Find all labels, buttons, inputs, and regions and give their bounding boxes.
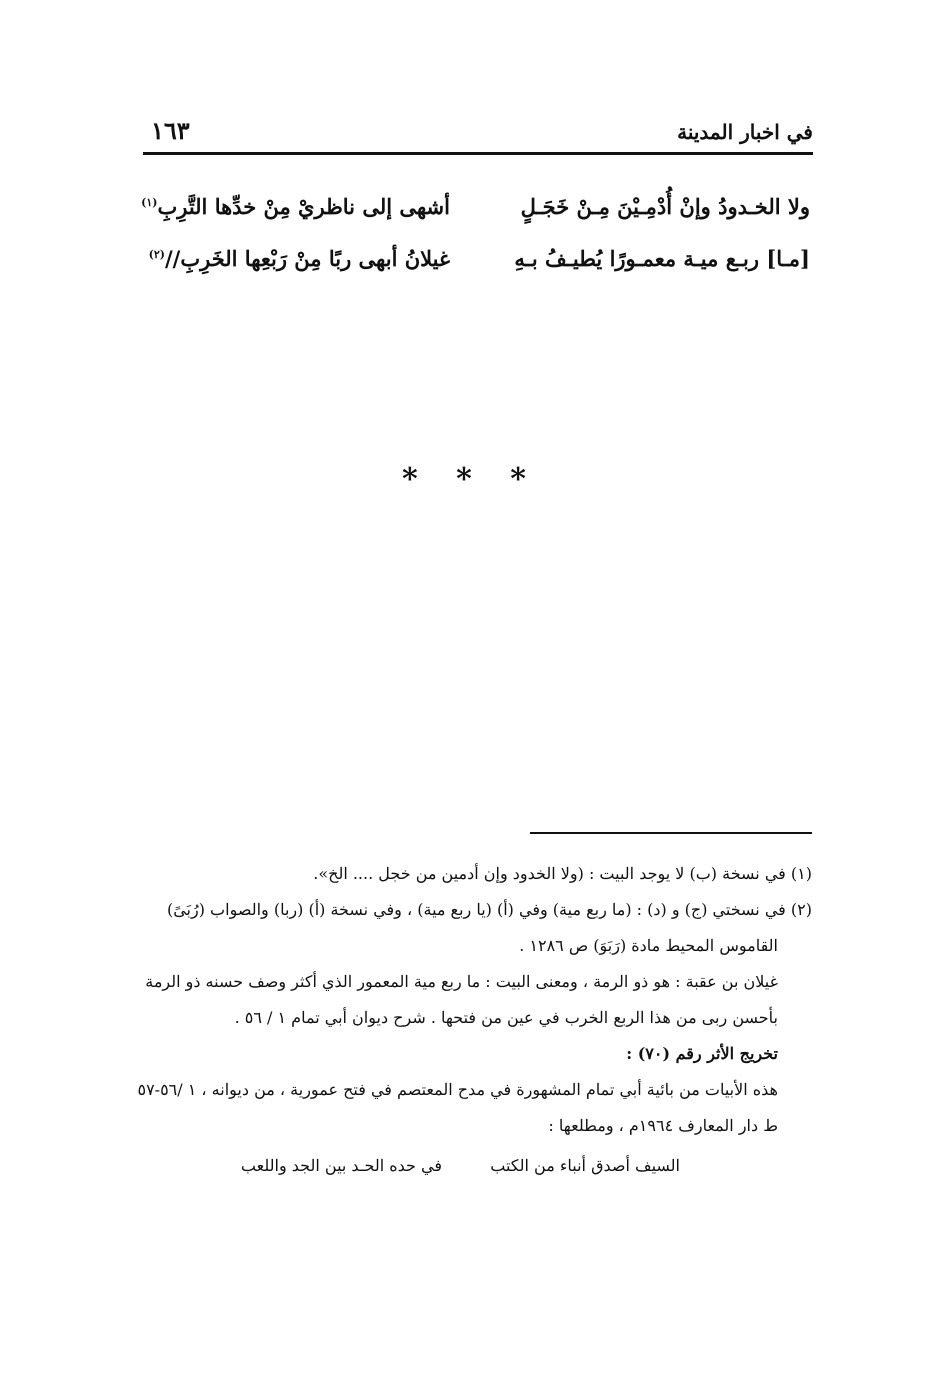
opening-verse (140, 1144, 812, 1184)
verse-1-first-hemistich: ولا الخـدودُ وإنْ أُدْمِـيْنَ مِـنْ خَجَـلٍ (520, 194, 810, 219)
takhrij-text-continued: ط دار المعارف ١٩٦٤م ، ومطلعها : (548, 1116, 778, 1135)
footnote-rule (530, 832, 812, 834)
verse-2-second-hemistich-text: غيلانُ أبهى ربًا مِنْ رَبْعِها الخَرِبِ// (165, 246, 450, 271)
verse-2-first-hemistich: [مـا] ربـع ميـة معمـورًا يُطيـفُ بـهِ (514, 246, 810, 271)
footnote-ref-1: (١) (141, 196, 158, 209)
opening-verse-second-hemistich: في حده الحـد بين الجد واللعب (240, 1156, 442, 1175)
verse-1-second-hemistich (141, 194, 450, 219)
section-separator: * * * (402, 462, 540, 497)
footnote-2-continued: القاموس المحيط مادة (رَبَوَ) ص ١٢٨٦ . (519, 936, 778, 955)
page-number: ١٦٣ (151, 116, 190, 145)
verse-1-second-hemistich-text: أشهى إلى ناظريْ مِنْ خدِّها التَّرِبِ (157, 194, 450, 219)
verse-line-2 (150, 246, 810, 282)
book-title: في اخبار المدينة (677, 120, 813, 144)
footnote-2-explanation-continued: بأحسن ربى من هذا الربع الخرب في عين من فتحها . شرح ديوان أبي تمام ١ / ٥٦ . (234, 1008, 778, 1027)
takhrij-heading: تخريج الأثر رقم (٧٠) : (626, 1044, 778, 1063)
verse-2-second-hemistich (150, 246, 450, 271)
takhrij-text: هذه الأبيات من بائية أبي تمام المشهورة في مدح المعتصم في فتح عمورية ، من ديوانه ، ١ /٥٦-٥٧ (137, 1080, 778, 1099)
footnotes (137, 856, 812, 1184)
opening-verse-first-hemistich: السيف أصدق أنباء من الكتب (490, 1156, 680, 1175)
footnote-ref-2: (٢) (148, 248, 165, 261)
page-header (143, 112, 813, 156)
footnote-1: (١) في نسخة (ب) لا يوجد البيت : (ولا الخدود وإن أدمين من خجل .... الخ». (313, 864, 812, 883)
header-rule (143, 152, 813, 155)
verse-line-1 (141, 194, 810, 230)
footnote-2-explanation: غيلان بن عقبة : هو ذو الرمة ، ومعنى البيت : ما ربع مية المعمور الذي أكثر وصف حسنه ذو الرمة (145, 972, 778, 991)
footnote-2: (٢) في نسختي (ج) و (د) : (ما ربع مية) وفي (أ) (يا ربع مية) ، وفي نسخة (أ) (ربا) والصواب (رُبَىً) (166, 900, 812, 919)
